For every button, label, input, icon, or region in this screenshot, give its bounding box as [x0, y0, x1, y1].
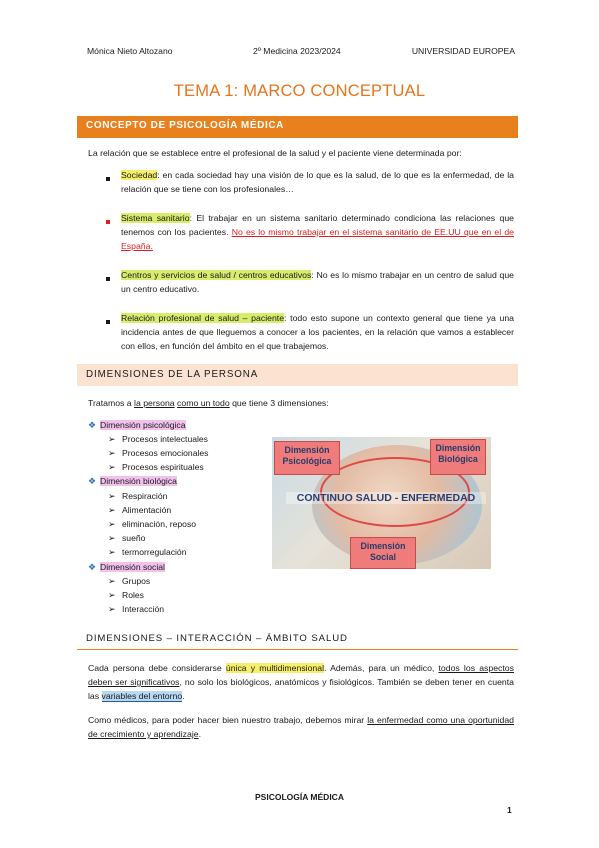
underline-text: la enfermedad como una oportunidad de crecimiento y aprendizaje [88, 715, 514, 739]
bullet-text: : El trabajar en un sistema sanitario determinado condiciona las relaciones que tenemos con los pacientes. [121, 213, 514, 237]
section2-intro [88, 396, 518, 410]
arrow-icon: ➢ [108, 533, 116, 543]
dimension-social [88, 562, 165, 573]
figure-box-biologica: Dimensión Biológica [430, 439, 486, 475]
bullet-sociedad [121, 168, 514, 196]
highlight-blue-text: variables del entorno [101, 691, 183, 701]
header-university: UNIVERSIDAD EUROPEA [411, 46, 515, 56]
arrow-icon: ➢ [108, 434, 116, 444]
dimension-name: Dimensión psicológica [100, 420, 186, 430]
list-item [108, 547, 186, 558]
bullet-term: Sociedad [121, 170, 158, 180]
list-item-label: Respiración [122, 491, 168, 501]
list-item-label: eliminación, reposo [122, 519, 197, 529]
list-item-label: Roles [122, 590, 144, 600]
bullet-marker [106, 173, 110, 183]
diamond-icon: ❖ [88, 476, 97, 486]
paragraph-text: . [198, 729, 202, 739]
arrow-icon: ➢ [108, 547, 116, 557]
section-heading-dimensiones: DIMENSIONES DE LA PERSONA [77, 364, 518, 386]
list-item [108, 491, 167, 502]
page-number: 1 [507, 805, 512, 815]
section-heading-concepto: CONCEPTO DE PSICOLOGÍA MÉDICA [77, 116, 518, 138]
bullet-marker [106, 216, 110, 226]
figure-center-label: CONTINUO SALUD - ENFERMEDAD [286, 492, 486, 504]
paragraph-text: , no solo los biológicos, anatómicos y fisiológicos. También se deben tener en cuenta las [88, 677, 514, 701]
intro-text: Tratamos a [88, 398, 135, 408]
figure-box-social: Dimensión Social [350, 537, 416, 569]
bullet-sistema-sanitario [121, 211, 514, 253]
bullet-emphasis: No es lo mismo trabajar en el sistema sanitario de EE.UU que en el de España. [121, 227, 514, 251]
highlight-text: única y multidimensional [225, 663, 325, 673]
section3-paragraph-1 [88, 661, 514, 703]
bullet-text: : todo esto supone un contexto general que tiene ya una incidencia antes de que lleguemos a conocer a los pacientes, en la relación que vamos a establecer con ellos, en función del ámbito en el que trabajemos. [121, 313, 514, 351]
header-course: 2º Medicina 2023/2024 [253, 46, 341, 56]
bullet-text: : en cada sociedad hay una visión de lo que es la salud, de lo que es la enfermedad, de la relación que se tiene con los profesionales… [121, 170, 514, 194]
bullet-centros [121, 268, 514, 296]
dimension-name: Dimensión social [100, 562, 165, 572]
list-item-label: termorregulación [122, 547, 187, 557]
list-item [108, 576, 150, 587]
list-item-label: Procesos espirituales [122, 462, 204, 472]
list-item [108, 434, 208, 445]
diamond-icon: ❖ [88, 420, 97, 430]
paragraph-text: Cada persona debe considerarse [88, 663, 226, 673]
dimension-psicologica [88, 420, 186, 431]
paragraph-text: Como médicos, para poder hacer bien nuestro trabajo, debemos mirar [88, 715, 368, 725]
section-heading-interaccion: DIMENSIONES – INTERACCIÓN – ÁMBITO SALUD [77, 630, 518, 650]
footer-subject: PSICOLOGÍA MÉDICA [255, 792, 344, 802]
section3-paragraph-2 [88, 713, 514, 741]
dimension-biologica [88, 476, 177, 487]
bullet-term: Relación profesional de salud – paciente [121, 313, 285, 323]
paragraph-text: . Además, para un médico, [324, 663, 439, 673]
diamond-icon: ❖ [88, 562, 97, 572]
arrow-icon: ➢ [108, 462, 116, 472]
page-header [87, 46, 515, 60]
figure-box-psicologica: Dimensión Psicológica [274, 441, 340, 475]
list-item [108, 533, 145, 544]
intro-underline: como un todo [177, 398, 230, 408]
page-title: TEMA 1: MARCO CONCEPTUAL [173, 82, 426, 100]
bullet-relacion [121, 311, 514, 353]
list-item [108, 462, 204, 473]
list-item [108, 448, 208, 459]
arrow-icon: ➢ [108, 576, 116, 586]
list-item-label: Procesos intelectuales [122, 434, 208, 444]
list-item-label: Grupos [122, 576, 151, 586]
intro-text: que tiene 3 dimensiones: [229, 398, 329, 408]
header-author: Mónica Nieto Altozano [87, 46, 173, 56]
list-item [108, 590, 144, 601]
list-item [108, 505, 171, 516]
bullet-marker [106, 273, 110, 283]
arrow-icon: ➢ [108, 505, 116, 515]
arrow-icon: ➢ [108, 590, 116, 600]
dimensions-figure [272, 437, 491, 569]
section1-intro: La relación que se establece entre el profesional de la salud y el paciente viene determinada por: [88, 148, 462, 158]
list-item [108, 604, 164, 615]
dimension-name: Dimensión biológica [100, 476, 177, 486]
arrow-icon: ➢ [108, 604, 116, 614]
list-item-label: Interacción [122, 604, 165, 614]
bullet-text: : No es lo mismo trabajar en un centro de salud que un centro educativo. [121, 270, 514, 294]
bullet-term: Centros y servicios de salud / centros educativos [121, 270, 312, 280]
bullet-marker [106, 316, 110, 326]
arrow-icon: ➢ [108, 491, 116, 501]
underline-text: todos los aspectos deben ser significativos [88, 663, 514, 687]
paragraph-text: . [182, 691, 185, 701]
list-item-label: sueño [122, 533, 146, 543]
bullet-term: Sistema sanitario [121, 213, 190, 223]
list-item [108, 519, 196, 530]
arrow-icon: ➢ [108, 448, 116, 458]
intro-underline: la persona [134, 398, 175, 408]
list-item-label: Procesos emocionales [122, 448, 209, 458]
arrow-icon: ➢ [108, 519, 116, 529]
list-item-label: Alimentación [122, 505, 172, 515]
